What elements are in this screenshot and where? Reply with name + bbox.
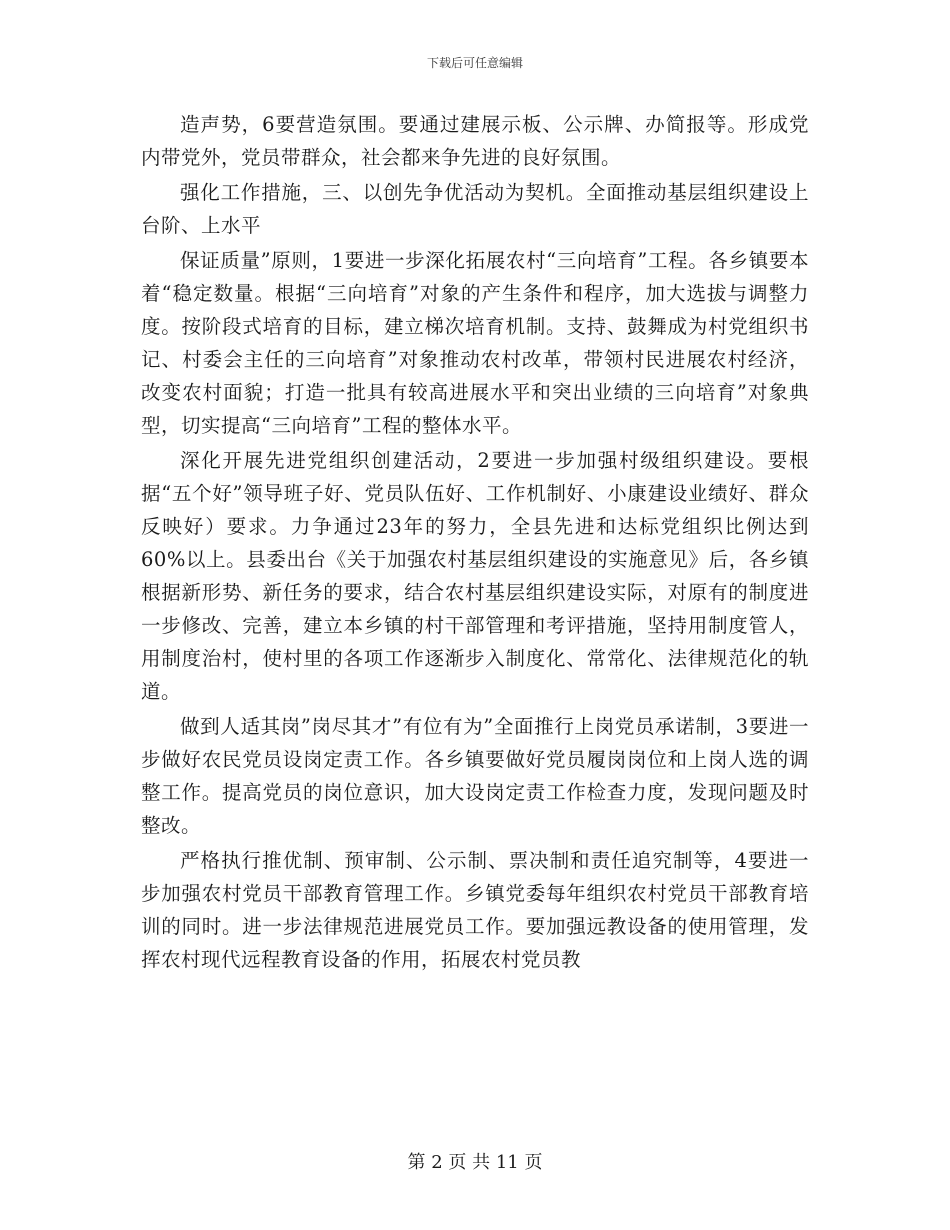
paragraph-3: 保证质量”原则，1要进一步深化拓展农村“三向培育”工程。各乡镇要本着“稳定数量。根据“三向培育”对象的产生条件和程序，加大选拔与调整力度。按阶段式培育的目标，建立梯次培育机制。支持、鼓舞成为村党组织书记、村委会主任的三向培育”对象推动农村改革，带领村民进展农村经济，改变农村面貌；打造一批具有较高进展水平和突出业绩的三向培育”对象典型，切实提高“三向培育”工程的整体水平。 (141, 249, 809, 437)
document-body (141, 108, 809, 976)
page-header: 下载后可任意编辑 (426, 56, 523, 70)
paragraph-2: 强化工作措施，三、以创先争优活动为契机。全面推动基层组织建设上台阶、上水平 (141, 181, 809, 237)
paragraph-6: 严格执行推优制、预审制、公示制、票决制和责任追究制等，4要进一步加强农村党员干部教育管理工作。乡镇党委每年组织农村党员干部教育培训的同时。进一步法律规范进展党员工作。要加强远教设备的使用管理，发挥农村现代远程教育设备的作用，拓展农村党员教 (141, 849, 809, 971)
paragraph-4: 深化开展先进党组织创建活动，2要进一步加强村级组织建设。要根据“五个好”领导班子好、党员队伍好、工作机制好、小康建设业绩好、群众反映好）要求。力争通过23年的努力，全县先进和达标党组织比例达到60%以上。县委出台《关于加强农村基层组织建设的实施意见》后，各乡镇根据新形势、新任务的要求，结合农村基层组织建设实际，对原有的制度进一步修改、完善，建立本乡镇的村干部管理和考评措施，坚持用制度管人，用制度治村，使村里的各项工作逐渐步入制度化、常常化、法律规范化的轨道。 (141, 449, 809, 703)
paragraph-5: 做到人适其岗”岗尽其才”有位有为”全面推行上岗党员承诺制，3要进一步做好农民党员设岗定责工作。各乡镇要做好党员履岗岗位和上岗人选的调整工作。提高党员的岗位意识，加大设岗定责工作检查力度，发现问题及时整改。 (141, 715, 809, 837)
paragraph-1: 造声势，6要营造氛围。要通过建展示板、公示牌、办简报等。形成党内带党外，党员带群众，社会都来争先进的良好氛围。 (141, 113, 809, 169)
page-footer: 第 2 页 共 11 页 (407, 1152, 543, 1173)
